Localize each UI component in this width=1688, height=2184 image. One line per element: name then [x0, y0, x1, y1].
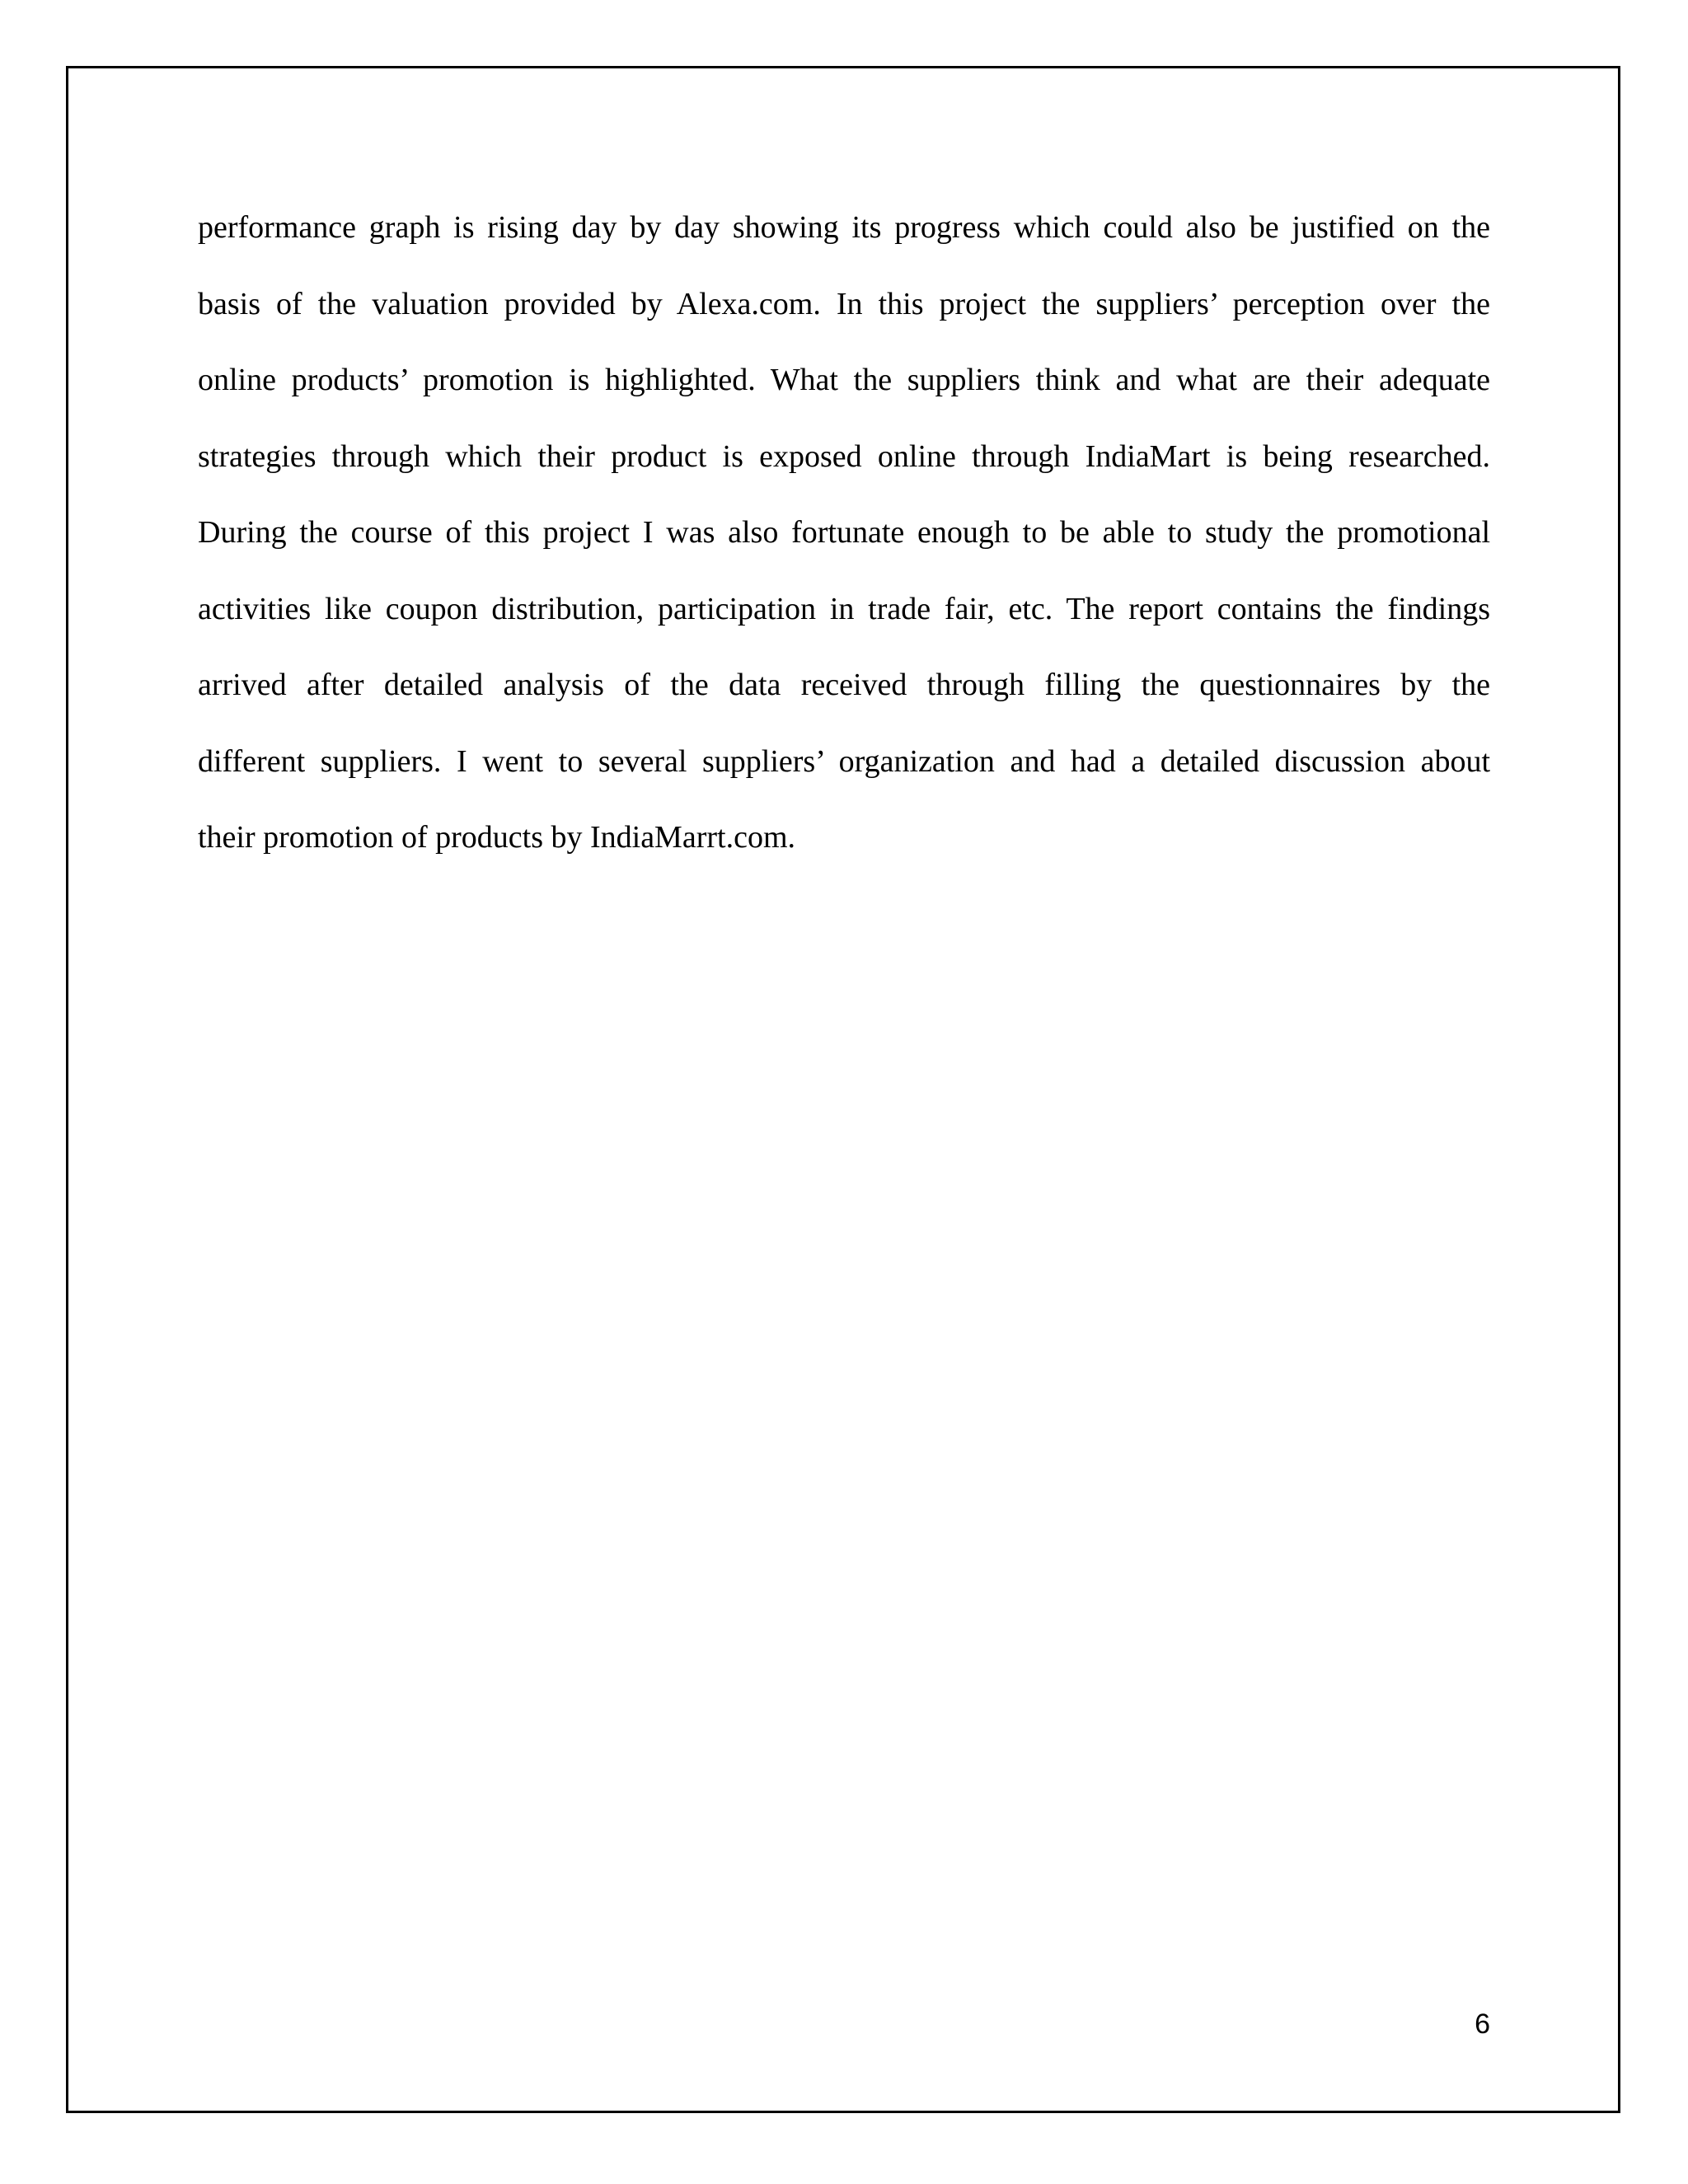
paragraph-line: basis of the valuation provided by Alexa.com. In this project the suppliers’ perception over the: [198, 286, 1490, 321]
paragraph-line: online products’ promotion is highlighted. What the suppliers think and what are their adequate: [198, 363, 1490, 397]
paragraph-line: different suppliers. I went to several suppliers’ organization and had a detailed discussion about: [198, 743, 1490, 779]
paragraph-line: their promotion of products by IndiaMarrt.com.: [198, 820, 796, 855]
paragraph-line: activities like coupon distribution, participation in trade fair, etc. The report contains the findings: [198, 591, 1490, 626]
paragraph-line: During the course of this project I was also fortunate enough to be able to study the promotional: [198, 515, 1490, 550]
body-paragraph: [198, 190, 1490, 876]
page-number: 6: [1475, 2008, 1490, 2040]
paragraph-line: strategies through which their product is exposed online through IndiaMart is being researched.: [198, 438, 1490, 474]
paragraph-line: performance graph is rising day by day showing its progress which could also be justified on the: [198, 210, 1490, 245]
paragraph-line: arrived after detailed analysis of the data received through filling the questionnaires by the: [198, 668, 1490, 702]
